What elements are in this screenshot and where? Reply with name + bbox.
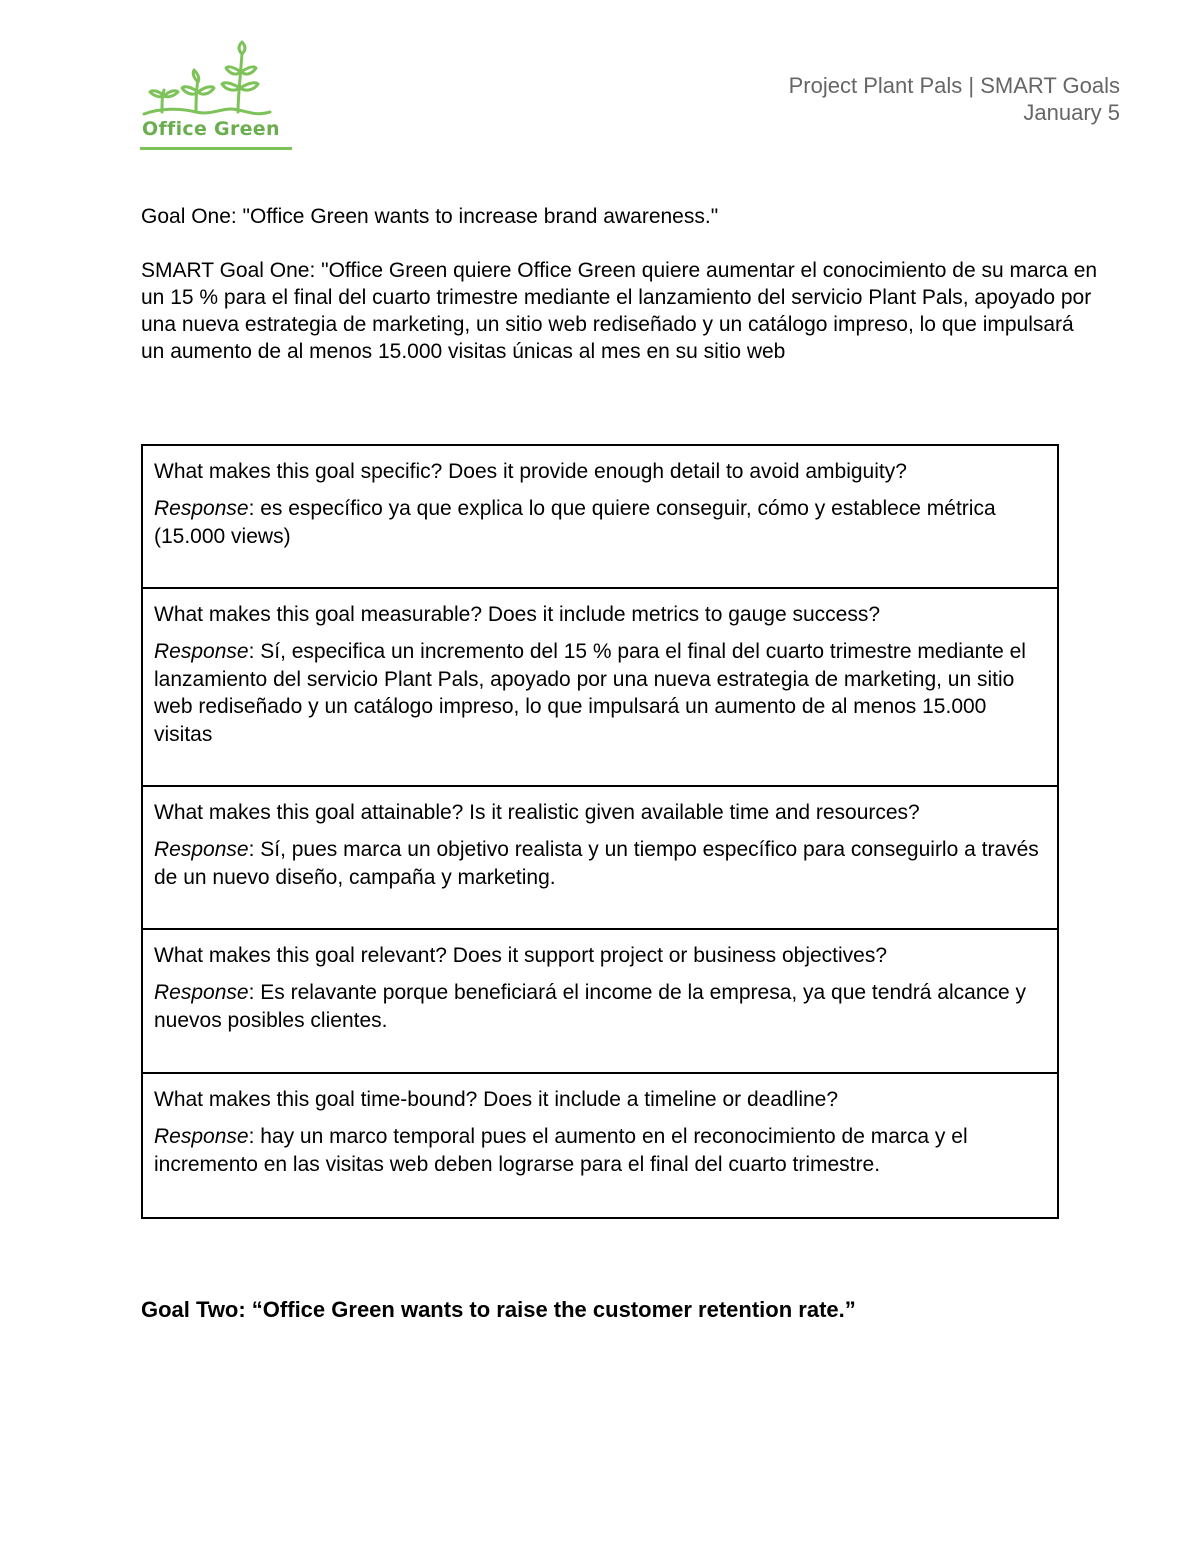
answer-relevant [154,979,1045,1034]
question-time-bound: What makes this goal time-bound? Does it include a timeline or deadline? [154,1088,839,1111]
answer-specific [154,495,1045,550]
response-label: Response [154,1125,249,1148]
answer-text: : hay un marco temporal pues el aumento en el reconocimiento de marca y el incremento en las visitas web deben lograrse para el final del cuarto trimestre. [154,1125,968,1176]
document-header [789,72,1120,126]
answer-text: : Es relavante porque beneficiará el income de la empresa, ya que tendrá alcance y nuevos posibles clientes. [154,981,1027,1032]
answer-text: : es específico ya que explica lo que quiere conseguir, cómo y establece métrica (15.000 views) [154,497,996,548]
question-relevant: What makes this goal relevant? Does it support project or business objectives? [154,944,888,967]
row-measurable [143,589,1057,787]
response-label: Response [154,640,249,663]
smart-goal-one: SMART Goal One: "Office Green quiere Office Green quiere aumentar el conocimiento de su marca en un 15 % para el final del cuarto trimestre mediante el lanzamiento del servicio Plant Pals, apoyado por una nueva estrategia de marketing, un sitio web rediseñado y un catálogo impreso, lo que impulsará un aumento de al menos 15.000 visitas únicas al mes en su sitio web [141,259,1098,363]
office-green-logo [140,40,296,154]
question-attainable: What makes this goal attainable? Is it realistic given available time and resources? [154,801,920,824]
row-specific [143,446,1057,589]
goal-one: Goal One: "Office Green wants to increase brand awareness." [141,205,719,228]
answer-text: : Sí, especifica un incremento del 15 % para el final del cuarto trimestre mediante el lanzamiento del servicio Plant Pals, apoyado por una nueva estrategia de marketing, un sitio web rediseñado y un catálogo impreso, lo que impulsará un aumento de al menos 15.000 visitas [154,640,1026,746]
question-measurable: What makes this goal measurable? Does it include metrics to gauge success? [154,603,881,626]
response-label: Response [154,497,249,520]
header-date: January 5 [1023,100,1120,125]
answer-time-bound [154,1123,1045,1178]
answer-measurable [154,638,1045,748]
goal-two: Goal Two: “Office Green wants to raise the customer retention rate.” [141,1297,856,1322]
response-label: Response [154,838,249,861]
plant-sprouts-icon [140,40,296,118]
row-attainable [143,787,1057,930]
answer-text: : Sí, pues marca un objetivo realista y un tiempo específico para conseguirlo a través de un nuevo diseño, campaña y marketing. [154,838,1039,889]
question-specific: What makes this goal specific? Does it provide enough detail to avoid ambiguity? [154,460,907,483]
answer-attainable [154,836,1045,891]
header-title: Project Plant Pals | SMART Goals [788,73,1120,98]
logo-wordmark: Office Green [142,118,280,140]
response-label: Response [154,981,249,1004]
logo-underline [140,147,292,150]
row-time-bound [143,1074,1057,1217]
row-relevant [143,930,1057,1074]
smart-criteria-table [141,444,1059,1219]
